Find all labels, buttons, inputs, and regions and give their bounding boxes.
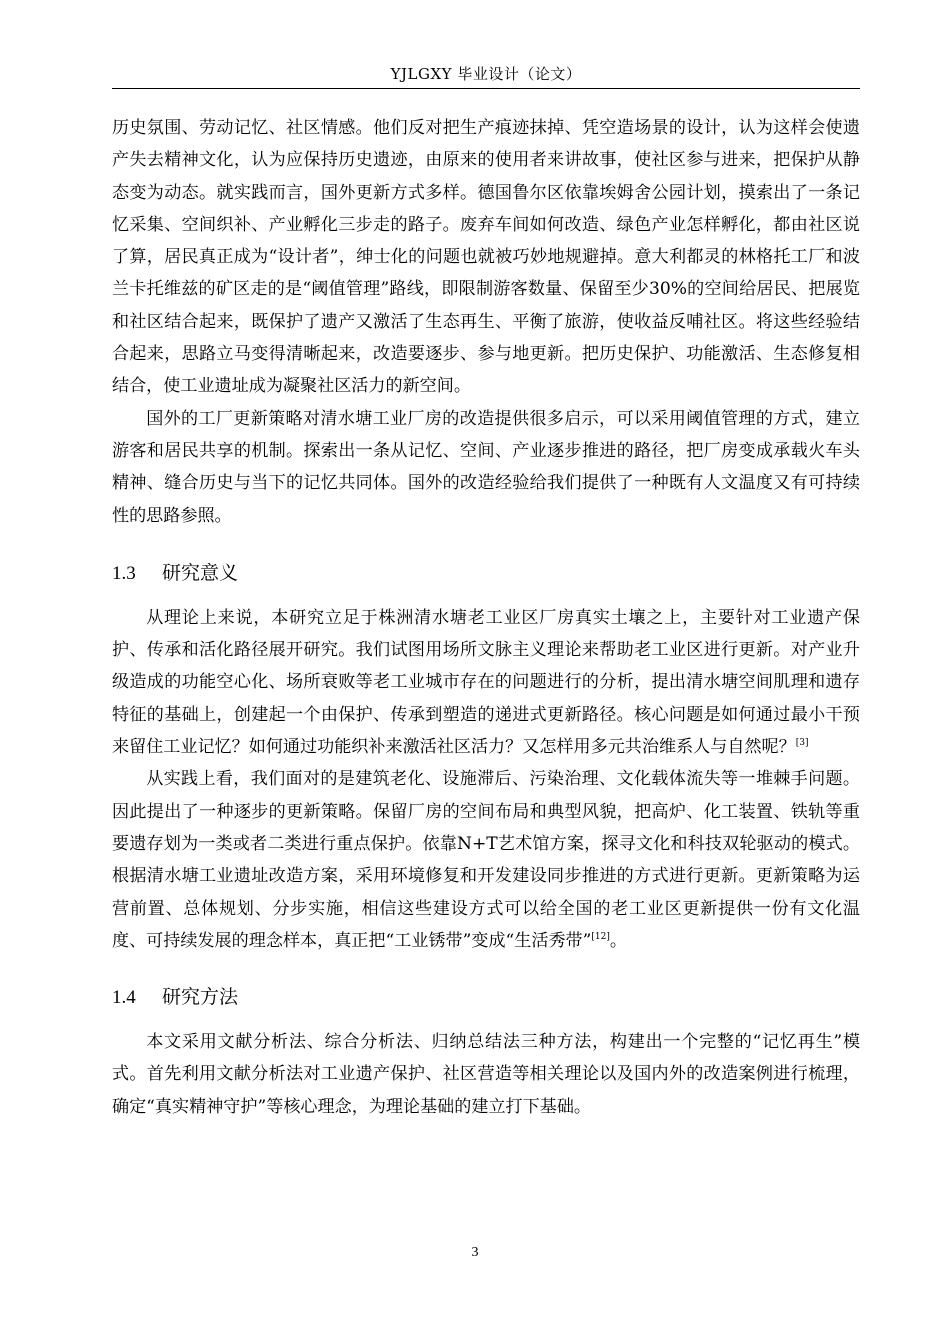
section-number: 1.3 — [112, 562, 136, 584]
paragraph-text: 从理论上来说，本研究立足于株洲清水塘老工业区厂房真实土壤之上，主要针对工业遗产保护、传承和活化路径展开研究。我们试图用场所文脉主义理论来帮助老工业区进行更新。对产业升级造成的功能空心化、场所衰败等老工业城市存在的问题进行的分析，提出清水塘空间肌理和遗存特征的基础上，创建起一个由保护、传承到塑造的递进式更新路径。核心问题是如何通过最小干预来留住工业记忆？如何通过功能织补来激活社区活力？又怎样用多元共治维系人与自然呢？ — [112, 607, 860, 758]
paragraph — [112, 602, 860, 763]
page-header: YJLGXY 毕业设计（论文） — [112, 60, 860, 89]
paragraph — [112, 763, 860, 957]
page-body — [112, 112, 860, 1123]
paragraph-text-end: 。 — [609, 930, 627, 951]
citation-ref: [3] — [795, 738, 809, 749]
citation-ref: [12] — [591, 931, 610, 942]
paragraph-continued: 历史氛围、劳动记忆、社区情感。他们反对把生产痕迹抹掉、凭空造场景的设计，认为这样会使遗产失去精神文化，认为应保持历史遗迹，由原来的使用者来讲故事，使社区参与进来，把保护从静态变为动态。就实践而言，国外更新方式多样。德国鲁尔区依靠埃姆舍公园计划，摸索出了一条记忆采集、空间织补、产业孵化三步走的路子。废弃车间如何改造、绿色产业怎样孵化，都由社区说了算，居民真正成为“设计者”，绅士化的问题也就被巧妙地规避掉。意大利都灵的林格托工厂和波兰卡托维兹的矿区走的是“阈值管理”路线，即限制游客数量、保留至少30%的空间给居民、把展览和社区结合起来，既保护了遗产又激活了生态再生、平衡了旅游，使收益反哺社区。将这些经验结合起来，思路立马变得清晰起来，改造要逐步、参与地更新。把历史保护、功能激活、生态修复相结合，使工业遗址成为凝聚社区活力的新空间。 — [112, 118, 860, 397]
section-title: 研究意义 — [162, 561, 239, 584]
paragraph: 本文采用文献分析法、综合分析法、归纳总结法三种方法，构建出一个完整的“记忆再生”模式。首先利用文献分析法对工业遗产保护、社区营造等相关理论以及国内外的改造案例进行梳理，确定“真实精神守护”等核心理念，为理论基础的建立打下基础。 — [112, 1032, 860, 1117]
paragraph-text: 从实践上看，我们面对的是建筑老化、设施滞后、污染治理、文化载体流失等一堆棘手问题。因此提出了一种逐步的更新策略。保留厂房的空间布局和典型风貌，把高炉、化工装置、铁轨等重要遗存划为一类或者二类进行重点保护。依靠N+T艺术馆方案，探寻文化和科技双轮驱动的模式。根据清水塘工业遗址改造方案，采用环境修复和开发建设同步推进的方式进行更新。更新策略为运营前置、总体规划、分步实施，相信这些建设方式可以给全国的老工业区更新提供一份有文化温度、可持续发展的理念样本，真正把“工业锈带”变成“生活秀带” — [112, 769, 860, 951]
section-title: 研究方法 — [162, 986, 239, 1009]
page-number: 3 — [471, 1245, 479, 1260]
paragraph: 国外的工厂更新策略对清水塘工业厂房的改造提供很多启示，可以采用阈值管理的方式，建立游客和居民共享的机制。探索出一条从记忆、空间、产业逐步推进的路径，把厂房变成承载火车头精神、缝合历史与当下的记忆共同体。国外的改造经验给我们提供了一种既有人文温度又有可持续性的思路参照。 — [112, 408, 860, 526]
section-number: 1.4 — [112, 987, 136, 1009]
section-heading-1-3 — [112, 557, 860, 590]
section-heading-1-4 — [112, 981, 860, 1014]
